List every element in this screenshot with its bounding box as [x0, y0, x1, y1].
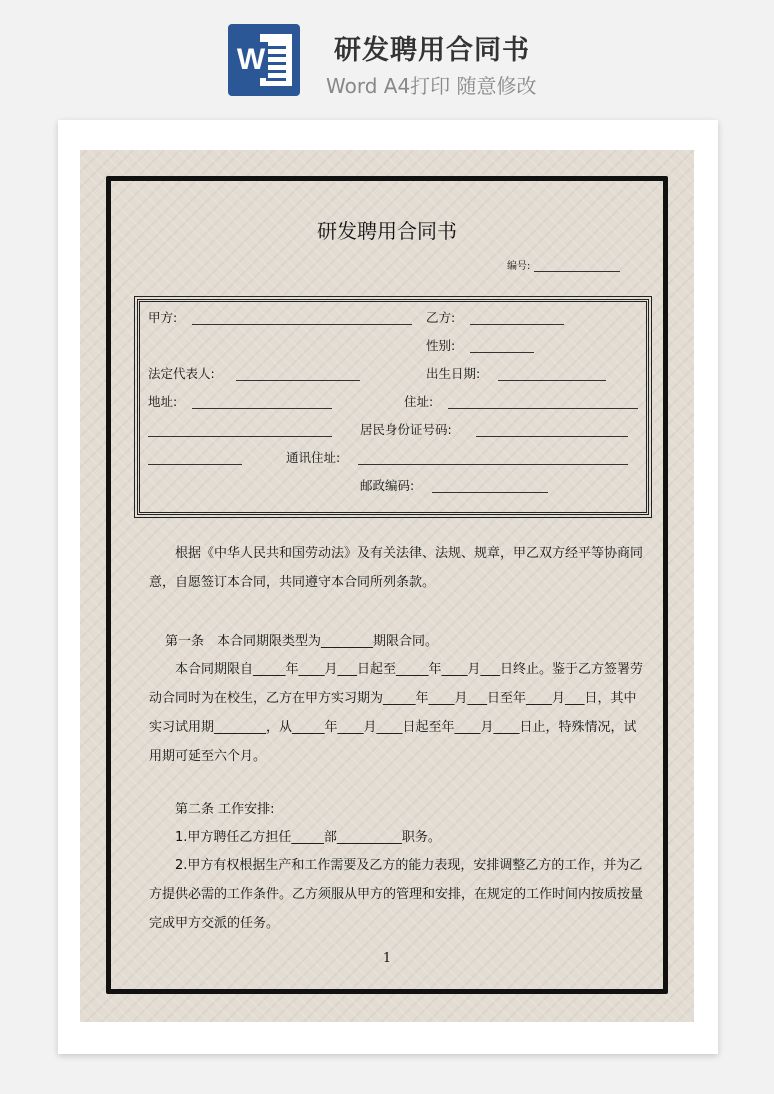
- postcode-line[interactable]: [432, 492, 548, 493]
- id-number-line[interactable]: [476, 436, 628, 437]
- document-paper: [80, 150, 694, 1022]
- party-b-line[interactable]: [470, 324, 564, 325]
- document-page-card: [58, 120, 718, 1054]
- preamble-paragraph: 根据《中华人民共和国劳动法》及有关法律、法规、规章，甲乙双方经平等协商同意，自愿签订本合同，共同遵守本合同所列条款。: [149, 546, 644, 590]
- article-2-heading: 第二条 工作安排:: [175, 802, 275, 817]
- article-2-item-2: 2.甲方有权根据生产和工作需要及乙方的能力表现，安排调整乙方的工作，并为乙方提供必需的工作条件。乙方须服从甲方的管理和安排，在规定的工作时间内按质按量完成甲方交派的任务。: [149, 858, 644, 931]
- residence-label: 住址:: [404, 394, 434, 409]
- legal-rep-label: 法定代表人:: [148, 366, 215, 381]
- party-b-label: 乙方:: [426, 310, 456, 325]
- mail-address-label: 通讯住址:: [286, 450, 341, 465]
- party-a-label: 甲方:: [148, 310, 178, 325]
- page-border-frame: [106, 176, 668, 994]
- gender-line[interactable]: [470, 352, 534, 353]
- document-number-row: [507, 257, 620, 272]
- birth-date-label: 出生日期:: [426, 366, 481, 381]
- residence-line[interactable]: [448, 408, 638, 409]
- article-1-term-paragraph: 本合同期限自_____年____月___日起至_____年____月___日终止。鉴于乙方签署劳动合同时为在校生，乙方在甲方实习期为_____年____月___日至年____月___日，其中实习试用期________，从_____年____月____日起至年____月____日止，特殊情况，试用期可延至六个月。: [149, 662, 644, 764]
- word-icon-letter: W: [234, 42, 268, 78]
- gender-label: 性别:: [426, 338, 456, 353]
- birth-date-line[interactable]: [498, 380, 606, 381]
- address-label: 地址:: [148, 394, 178, 409]
- legal-rep-line[interactable]: [236, 380, 360, 381]
- address-line-2[interactable]: [148, 436, 332, 437]
- banner-title: 研发聘用合同书: [334, 35, 530, 66]
- party-info-box: [137, 299, 649, 515]
- address-line[interactable]: [192, 408, 332, 409]
- banner-subtitle: Word A4打印 随意修改: [326, 74, 537, 98]
- word-document-icon: [228, 24, 300, 96]
- extra-line[interactable]: [148, 464, 242, 465]
- party-a-line[interactable]: [192, 324, 412, 325]
- article-1-heading: 第一条 本合同期限类型为________期限合同。: [165, 634, 439, 649]
- document-title: 研发聘用合同书: [317, 219, 457, 243]
- postcode-label: 邮政编码:: [360, 478, 415, 493]
- number-label: 编号:: [507, 261, 531, 272]
- mail-address-line[interactable]: [358, 464, 628, 465]
- header-banner: [0, 0, 774, 110]
- id-number-label: 居民身份证号码:: [360, 422, 452, 437]
- article-2-item-1: 1.甲方聘任乙方担任_____部__________职务。: [175, 830, 441, 845]
- page-number: 1: [382, 951, 392, 966]
- number-field-line[interactable]: [534, 262, 620, 272]
